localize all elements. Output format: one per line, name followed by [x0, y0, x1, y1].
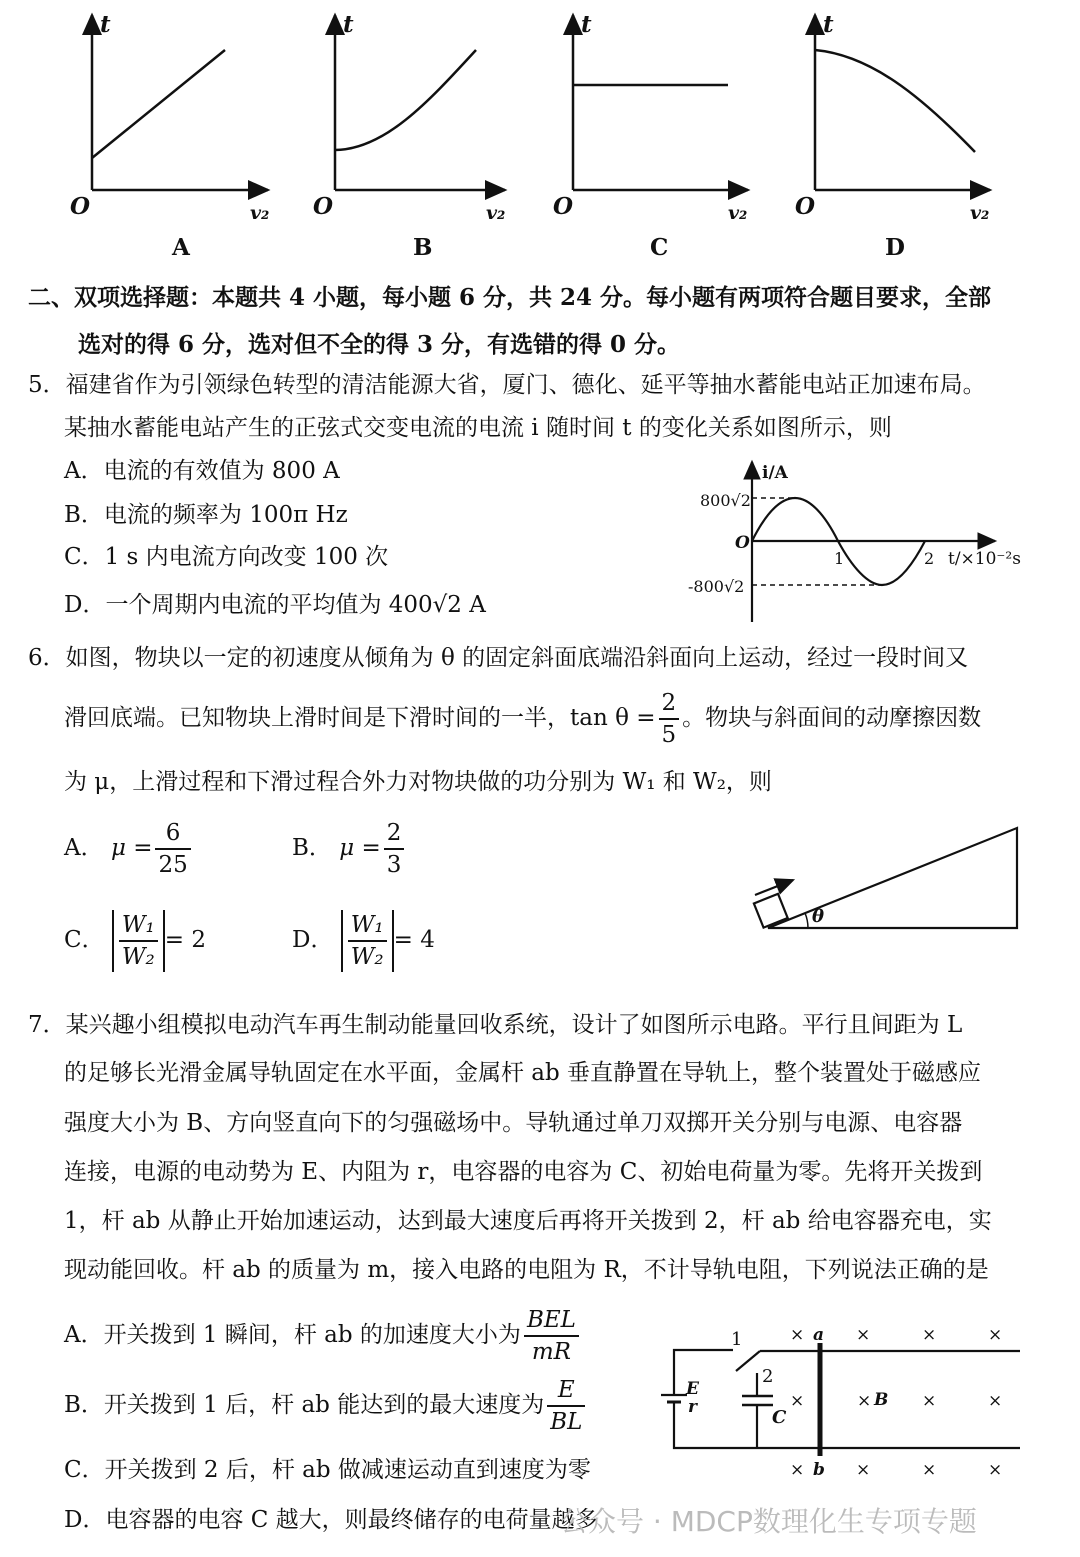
- tan-den: 5: [661, 722, 677, 748]
- graph-d-label: D: [885, 234, 905, 261]
- q6-option-c: [64, 910, 206, 972]
- q6-d-abs: [341, 910, 394, 972]
- q6-b-den: 3: [386, 852, 402, 878]
- q7-b-num: E: [547, 1375, 585, 1407]
- field-cross: ×: [856, 1460, 871, 1480]
- q7-stem-line2: 的足够长光滑金属导轨固定在水平面，金属杆 ab 垂直静置在导轨上，整个装置处于磁感应: [64, 1060, 982, 1086]
- field-cross: ×: [988, 1391, 1003, 1411]
- q6-stem-line2-text: 滑回底端。已知物块上滑时间是下滑时间的一半，tan θ =: [64, 705, 656, 731]
- capacitor-label: C: [772, 1407, 787, 1428]
- q7-option-b: [64, 1375, 588, 1437]
- q6-a-label: A．: [64, 835, 104, 861]
- graph-b: [335, 15, 505, 190]
- q6-d-rhs: = 4: [393, 927, 435, 953]
- section2-heading-line2: 选对的得 6 分，选对但不全的得 3 分，有选错的得 0 分。: [78, 331, 681, 358]
- incline-angle-label: θ: [812, 906, 825, 927]
- field-cross: ×: [790, 1391, 805, 1411]
- q7-a-fraction: [524, 1305, 579, 1367]
- internal-r-label: r: [688, 1397, 697, 1417]
- graph-a-curve: [92, 50, 225, 158]
- q6-option-d: [292, 910, 435, 972]
- graph-a-x-label: v₂: [250, 202, 270, 224]
- graph-b-curve: [335, 50, 476, 150]
- graph-d-curve: [815, 50, 975, 152]
- section2-heading-line1: 二、双项选择题：本题共 4 小题，每小题 6 分，共 24 分。每小题有两项符合题目要求，全部: [28, 284, 992, 311]
- tan-fraction: [659, 688, 680, 750]
- graph-b-y-label: t: [343, 11, 354, 38]
- field-cross: ×: [922, 1391, 937, 1411]
- q5-y-label: i/A: [762, 463, 788, 483]
- q5-x-label: t/×10⁻²s: [948, 549, 1021, 569]
- q7-b-fraction: [547, 1375, 585, 1437]
- q4-graphs: [0, 0, 1080, 270]
- field-cross: ×: [922, 1325, 937, 1345]
- q6-c-num: W₁: [119, 910, 158, 942]
- field-cross: ×: [988, 1460, 1003, 1480]
- field-cross: ×: [857, 1391, 872, 1411]
- q6-option-b: [292, 818, 407, 880]
- q7-a-den: mR: [531, 1339, 571, 1365]
- q5-tick-2: 2: [924, 549, 935, 568]
- graph-c-origin: O: [553, 193, 574, 220]
- field-label: B: [874, 1390, 889, 1410]
- q7-option-a: [64, 1305, 582, 1367]
- graph-c-x-label: v₂: [728, 202, 748, 224]
- q6-b-label: B．: [292, 835, 332, 861]
- graph-a: [92, 15, 268, 190]
- field-cross: ×: [922, 1460, 937, 1480]
- graph-d: [815, 15, 990, 190]
- q6-d-label: D．: [292, 927, 334, 953]
- q6-b-num: 2: [384, 818, 405, 850]
- graph-b-x-label: v₂: [486, 202, 506, 224]
- rod-end-a: a: [813, 1325, 825, 1345]
- q6-stem-line2-tail: 。物块与斜面间的动摩擦因数: [682, 705, 982, 731]
- graph-c-y-label: t: [581, 11, 592, 38]
- q6-c-fraction: [119, 910, 158, 972]
- block: [754, 894, 788, 928]
- q6-a-fraction: [155, 818, 190, 880]
- tan-num: 2: [659, 688, 680, 720]
- graph-d-origin: O: [795, 193, 816, 220]
- q6-stem-line3: 为 μ，上滑过程和下滑过程合外力对物块做的功分别为 W₁ 和 W₂，则: [64, 769, 772, 795]
- field-cross: ×: [856, 1325, 871, 1345]
- field-cross: ×: [790, 1325, 805, 1345]
- q6-c-den: W₂: [121, 944, 155, 970]
- q7-a-text: A．开关拨到 1 瞬间，杆 ab 的加速度大小为: [64, 1322, 521, 1348]
- q6-stem-line1: 6．如图，物块以一定的初速度从倾角为 θ 的固定斜面底端沿斜面向上运动，经过一段时间又: [28, 645, 969, 671]
- q5-origin: O: [735, 533, 750, 553]
- q7-stem-line6: 现动能回收。杆 ab 的质量为 m，接入电路的电阻为 R，不计导轨电阻，下列说法正确的是: [64, 1257, 989, 1283]
- q5-tick-1: 1: [834, 549, 845, 568]
- graph-d-x-label: v₂: [970, 202, 990, 224]
- q5-trough-label: -800√2: [688, 577, 745, 596]
- incline: [768, 828, 1017, 928]
- q7-a-num: BEL: [524, 1305, 579, 1337]
- velocity-arrow: [755, 880, 793, 895]
- switch-pos-1: 1: [731, 1329, 743, 1350]
- q6-a-lhs: μ =: [110, 835, 153, 861]
- emf-label: E: [686, 1379, 699, 1399]
- q7-stem-line1: 7．某兴趣小组模拟电动汽车再生制动能量回收系统，设计了如图所示电路。平行且间距为 L: [28, 1012, 963, 1038]
- graph-b-label: B: [413, 234, 433, 261]
- q5-option-c: C．1 s 内电流方向改变 100 次: [64, 544, 389, 570]
- q6-b-fraction: [384, 818, 405, 880]
- q7-option-d: D．电容器的电容 C 越大，则最终储存的电荷量越多: [64, 1507, 598, 1533]
- q7-b-text: B．开关拨到 1 后，杆 ab 能达到的最大速度为: [64, 1392, 545, 1418]
- q5-stem-line2: 某抽水蓄能电站产生的正弦式交变电流的电流 i 随时间 t 的变化关系如图所示，则: [64, 415, 892, 441]
- graph-b-origin: O: [313, 193, 334, 220]
- q5-option-a: A．电流的有效值为 800 A: [64, 458, 340, 484]
- graph-a-label: A: [172, 234, 190, 261]
- graph-a-y-label: t: [100, 11, 111, 38]
- q5-option-d: D．一个周期内电流的平均值为 400√2 A: [64, 592, 486, 618]
- q7-b-den: BL: [550, 1409, 583, 1435]
- graph-c-label: C: [650, 234, 669, 261]
- q6-a-num: 6: [155, 818, 190, 850]
- q7-stem-line3: 强度大小为 B、方向竖直向下的匀强磁场中。导轨通过单刀双掷开关分别与电源、电容器: [64, 1110, 963, 1136]
- q5-peak-label: 800√2: [700, 491, 751, 510]
- field-cross: ×: [790, 1460, 805, 1480]
- q6-option-a: [64, 818, 194, 880]
- switch-pos-2: 2: [762, 1366, 774, 1387]
- graph-c: [573, 15, 748, 190]
- q7-option-c: C．开关拨到 2 后，杆 ab 做减速运动直到速度为零: [64, 1457, 591, 1483]
- q6-stem-line2: [64, 688, 981, 750]
- q6-c-rhs: = 2: [164, 927, 207, 953]
- q6-d-fraction: [348, 910, 387, 972]
- rod-end-b: b: [813, 1460, 825, 1480]
- q6-d-num: W₁: [348, 910, 387, 942]
- q6-c-abs: [112, 910, 165, 972]
- q6-b-lhs: μ =: [339, 835, 381, 861]
- field-cross: ×: [988, 1325, 1003, 1345]
- q5-option-b: B．电流的频率为 100π Hz: [64, 502, 348, 528]
- graph-d-y-label: t: [823, 11, 834, 38]
- q5-stem-line1: 5．福建省作为引领绿色转型的清洁能源大省，厦门、德化、延平等抽水蓄能电站正加速布局。: [28, 372, 986, 398]
- watermark: 公众号 · MDCP数理化生专项专题: [560, 1505, 977, 1538]
- q6-d-den: W₂: [350, 944, 384, 970]
- q6-a-den: 25: [158, 852, 188, 878]
- q6-c-label: C．: [64, 927, 105, 953]
- graph-a-origin: O: [70, 193, 91, 220]
- q7-stem-line4: 连接，电源的电动势为 E、内阻为 r，电容器的电容为 C、初始电荷量为零。先将开关拨到: [64, 1159, 983, 1185]
- q7-stem-line5: 1，杆 ab 从静止开始加速运动，达到最大速度后再将开关拨到 2，杆 ab 给电容器充电，实: [64, 1208, 992, 1234]
